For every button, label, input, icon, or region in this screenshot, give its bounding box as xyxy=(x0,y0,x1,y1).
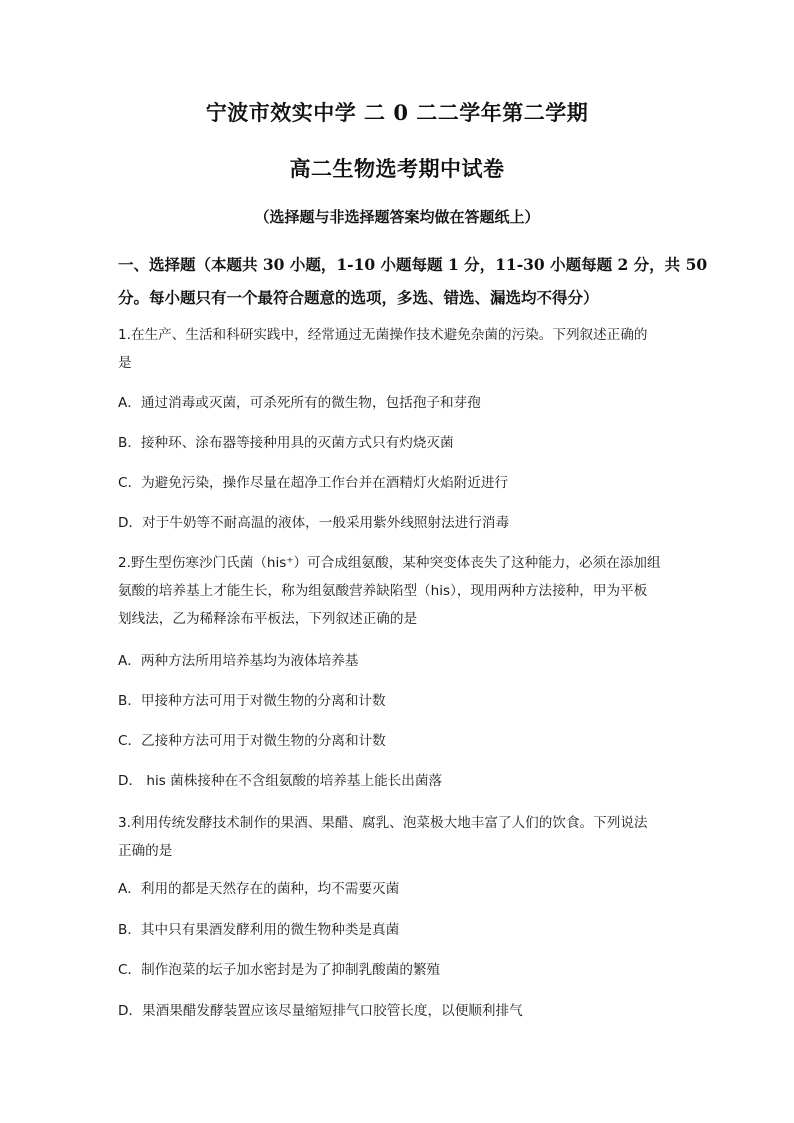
question-3-option-a: A．利用的都是天然存在的菌种，均不需要灭菌 xyxy=(118,881,400,897)
exam-title-school: 宁波市效实中学 二 0 二二学年第二学期 xyxy=(205,100,589,125)
question-stem-line: 是 xyxy=(118,355,132,371)
question-stem-line: 1.在生产、生活和科研实践中，经常通过无菌操作技术避免杂菌的污染。下列叙述正确的 xyxy=(118,327,648,343)
question-3-stem xyxy=(118,809,678,865)
question-stem-line: 划线法，乙为稀释涂布平板法，下列叙述正确的是 xyxy=(118,611,418,627)
question-3-option-b: B．其中只有果酒发酵利用的微生物种类是真菌 xyxy=(118,922,400,938)
question-2-option-c: C．乙接种方法可用于对微生物的分离和计数 xyxy=(118,733,386,749)
question-1-stem xyxy=(118,321,678,377)
question-2-stem xyxy=(118,549,678,633)
question-1-option-b: B．接种环、涂布器等接种用具的灭菌方式只有灼烧灭菌 xyxy=(118,435,454,451)
question-3-option-c: C．制作泡菜的坛子加水密封是为了抑制乳酸菌的繁殖 xyxy=(118,962,441,978)
question-2-option-d: D． his 菌株接种在不含组氨酸的培养基上能长出菌落 xyxy=(118,773,443,789)
question-1-option-a: A．通过消毒或灭菌，可杀死所有的微生物，包括孢子和芽孢 xyxy=(118,395,481,411)
question-stem-line: 正确的是 xyxy=(118,843,173,859)
question-stem-line: 3.利用传统发酵技术制作的果酒、果醋、腐乳、泡菜极大地丰富了人们的饮食。下列说法 xyxy=(118,815,648,831)
section-heading-line: 分。每小题只有一个最符合题意的选项，多选、错选、漏选均不得分） xyxy=(118,288,599,307)
question-1-option-d: D．对于牛奶等不耐高温的液体，一般采用紫外线照射法进行消毒 xyxy=(118,515,510,531)
question-3-option-d: D．果酒果醋发酵装置应该尽量缩短排气口胶管长度，以便顺利排气 xyxy=(118,1003,523,1019)
answer-note: （选择题与非选择题答案均做在答题纸上） xyxy=(254,208,540,226)
section-heading xyxy=(118,248,708,314)
exam-title-subject: 高二生物选考期中试卷 xyxy=(289,156,505,181)
question-stem-line: 2.野生型伤寒沙门氏菌（his⁺）可合成组氨酸，某种突变体丧失了这种能力，必须在添加组 xyxy=(118,555,661,571)
question-2-option-b: B．甲接种方法可用于对微生物的分离和计数 xyxy=(118,693,386,709)
question-stem-line: 氨酸的培养基上才能生长，称为组氨酸营养缺陷型（his），现用两种方法接种，甲为平板 xyxy=(118,583,648,599)
question-1-option-c: C．为避免污染，操作尽量在超净工作台并在酒精灯火焰附近进行 xyxy=(118,475,509,491)
section-heading-line: 一、选择题（本题共 30 小题，1-10 小题每题 1 分，11-30 小题每题 2 分，共 50 xyxy=(118,255,708,274)
question-2-option-a: A．两种方法所用培养基均为液体培养基 xyxy=(118,653,359,669)
